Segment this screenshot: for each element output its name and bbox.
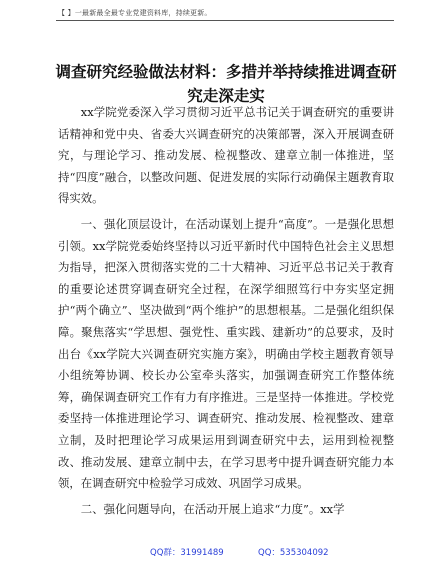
document-title: 调查研究经验做法材料：多措并举持续推进调查研究走深走实 <box>55 63 397 105</box>
footer-qq-group: QQ群：31991489 <box>150 548 224 558</box>
footer <box>0 546 448 562</box>
paragraph-section-one: 一、强化顶层设计，在活动谋划上提升“高度”。一是强化思想引领。xx学院党委始终坚持以习近平新时代中国特色社会主义思想为指导，把深入贯彻落实党的二十大精神、习近平总书记关于教育的重要论述贯穿调查研究全过程，在深学细照笃行中夯实坚定拥护“两个确立”、坚决做到“两个维护”的思想根基。二是强化组织保障。聚焦落实“学思想、强党性、重实践、建新功”的总要求，及时出台《xx学院大兴调查研究实施方案》，明确由学校主题教育领导小组统筹协调、校长办公室牵头落实，加强调查研究工作整体统筹，确保调查研究工作有力有序推进。三是坚持一体推进。学校党委坚持一体推进理论学习、调查研究、推动发展、检视整改、建章立制，及时把理论学习成果运用到调查研究中去，运用到检视整改、推动发展、建章立制中去，在学习思考中提升调查研究能力本领，在调查研究中检验学习成效、巩固学习成果。 <box>58 216 394 491</box>
footer-qq-contact: QQ：535304092 <box>258 548 329 558</box>
paragraph-section-two: 二、强化问题导向，在活动开展上追求“力度”。xx学 <box>80 501 345 516</box>
document-body <box>58 102 394 524</box>
paragraph-intro: xx学院党委深入学习贯彻习近平总书记关于调查研究的重要讲话精神和党中央、省委大兴调查研究的决策部署，深入开展调查研究，与理论学习、推动发展、检视整改、建章立制一体推进，坚持“四度”融合，以整改问题、促进发展的实际行动确保主题教育取得实效。 <box>58 105 394 206</box>
header-divider <box>56 20 394 21</box>
header-note: 【 】一最新最全最专业党建资料库，持续更新。 <box>58 9 212 17</box>
